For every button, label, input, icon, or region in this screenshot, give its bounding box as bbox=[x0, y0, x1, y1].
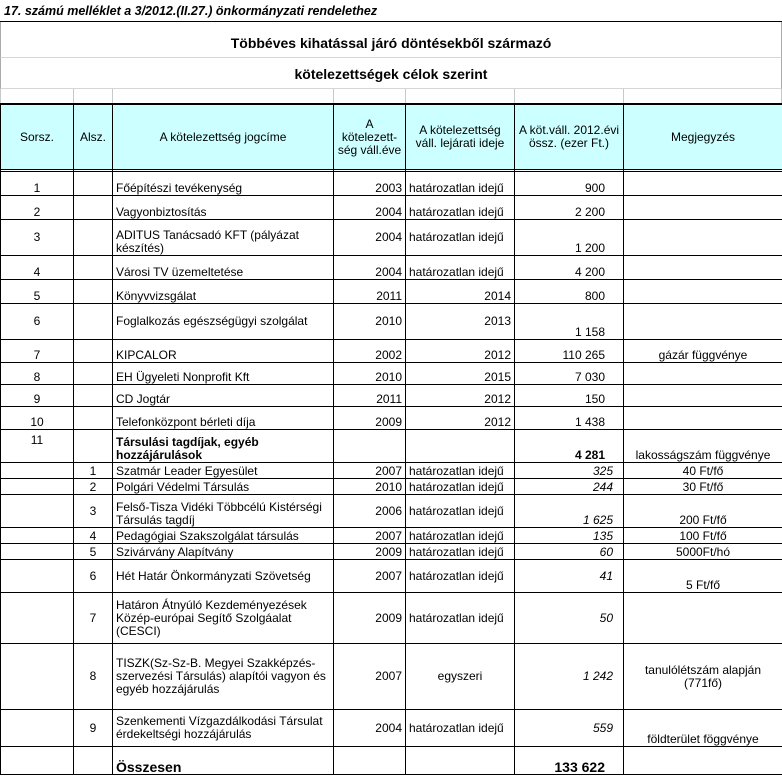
cell-jogcim: Főépítészi tevékenység bbox=[113, 172, 334, 196]
cell-alsz: 3 bbox=[74, 495, 113, 528]
cell-megjegyzes bbox=[624, 385, 782, 407]
cell-jogcim: Pedagógiai Szakszolgálat társulás bbox=[113, 528, 334, 544]
cell-osszeg: 41 bbox=[515, 560, 624, 593]
spacer-row bbox=[0, 89, 782, 104]
cell-megjegyzes: 5 Ft/fő bbox=[624, 560, 782, 593]
cell-alsz: 9 bbox=[74, 710, 113, 747]
cell-osszeg: 559 bbox=[515, 710, 624, 747]
cell-sorsz: 6 bbox=[1, 304, 74, 340]
cell-megjegyzes bbox=[624, 304, 782, 340]
cell-osszeg: 150 bbox=[515, 385, 624, 407]
cell-jogcim: Polgári Védelmi Társulás bbox=[113, 479, 334, 495]
total-label: Összesen bbox=[113, 747, 334, 775]
cell-alsz: 1 bbox=[74, 463, 113, 479]
cell-megjegyzes bbox=[624, 256, 782, 280]
cell-lejarat: határozatlan idejű bbox=[406, 560, 515, 593]
cell-sorsz: 7 bbox=[1, 340, 74, 363]
cell-lejarat: határozatlan idejű bbox=[406, 528, 515, 544]
cell-alsz: 5 bbox=[74, 544, 113, 560]
cell-sorsz: 3 bbox=[1, 220, 74, 256]
sub-row bbox=[1, 528, 782, 544]
cell-megjegyzes: tanulólétszám alapján (771fő) bbox=[624, 644, 782, 710]
cell-osszeg: 2 200 bbox=[515, 196, 624, 220]
cell-osszeg: 325 bbox=[515, 463, 624, 479]
cell-ev: 2002 bbox=[334, 340, 406, 363]
cell-megjegyzes bbox=[624, 407, 782, 430]
cell-lejarat: határozatlan idejű bbox=[406, 196, 515, 220]
sub-row bbox=[1, 593, 782, 644]
cell-ev: 2010 bbox=[334, 363, 406, 385]
cell-alsz bbox=[74, 430, 113, 463]
cell-lejarat: 2015 bbox=[406, 363, 515, 385]
sub-row bbox=[1, 463, 782, 479]
cell-ev: 2004 bbox=[334, 710, 406, 747]
table-row bbox=[1, 340, 782, 363]
commitments-table bbox=[0, 104, 782, 775]
sub-row bbox=[1, 644, 782, 710]
cell-jogcim: Határon Átnyúló Kezdeményezések Közép-európai Segítő Szolgáalat (CESCI) bbox=[113, 593, 334, 644]
cell-lejarat: határozatlan idejű bbox=[406, 172, 515, 196]
cell-alsz: 4 bbox=[74, 528, 113, 544]
table-row bbox=[1, 220, 782, 256]
cell-alsz bbox=[74, 340, 113, 363]
cell-megjegyzes bbox=[624, 172, 782, 196]
cell-ev: 2011 bbox=[334, 280, 406, 304]
cell-lejarat: 2012 bbox=[406, 385, 515, 407]
cell-alsz bbox=[74, 407, 113, 430]
cell-ev: 2004 bbox=[334, 196, 406, 220]
cell-megjegyzes: 5000Ft/hó bbox=[624, 544, 782, 560]
cell-osszeg: 1 625 bbox=[515, 495, 624, 528]
cell-lejarat: 2013 bbox=[406, 304, 515, 340]
cell-alsz bbox=[74, 256, 113, 280]
cell-jogcim: Felső-Tisza Vidéki Többcélú Kistérségi Társulás tagdíj bbox=[113, 495, 334, 528]
header-lejarat: A kötelezettség váll. lejárati ideje bbox=[406, 105, 515, 170]
cell-megjegyzes: gázár függvénye bbox=[624, 340, 782, 363]
cell-osszeg: 800 bbox=[515, 280, 624, 304]
cell-megjegyzes: földterület föggvénye bbox=[624, 710, 782, 747]
cell-sorsz: 8 bbox=[1, 363, 74, 385]
cell-jogcim: CD Jogtár bbox=[113, 385, 334, 407]
cell-sorsz: 1 bbox=[1, 172, 74, 196]
cell-alsz: 7 bbox=[74, 593, 113, 644]
cell-osszeg: 900 bbox=[515, 172, 624, 196]
cell-lejarat: határozatlan idejű bbox=[406, 710, 515, 747]
cell-megjegyzes bbox=[624, 593, 782, 644]
cell-ev: 2009 bbox=[334, 593, 406, 644]
table-row bbox=[1, 256, 782, 280]
cell-megjegyzes: 200 Ft/fő bbox=[624, 495, 782, 528]
cell-lejarat: határozatlan idejű bbox=[406, 463, 515, 479]
cell-alsz bbox=[74, 280, 113, 304]
cell-megjegyzes bbox=[624, 363, 782, 385]
cell-lejarat: 2014 bbox=[406, 280, 515, 304]
header-megjegyzes: Megjegyzés bbox=[624, 105, 782, 170]
cell-jogcim: Foglalkozás egészségügyi szolgálat bbox=[113, 304, 334, 340]
cell-lejarat bbox=[406, 430, 515, 463]
annex-note: 17. számú melléklet a 3/2012.(II.27.) önkormányzati rendelethez bbox=[0, 0, 782, 22]
cell-jogcim: KIPCALOR bbox=[113, 340, 334, 363]
cell-jogcim: Szenkementi Vízgazdálkodási Társulat érdekeltségi hozzájárulás bbox=[113, 710, 334, 747]
table-row bbox=[1, 172, 782, 196]
cell-sorsz: 9 bbox=[1, 385, 74, 407]
cell-jogcim: ADITUS Tanácsadó KFT (pályázat készítés) bbox=[113, 220, 334, 256]
cell-megjegyzes: 40 Ft/fő bbox=[624, 463, 782, 479]
sub-row bbox=[1, 544, 782, 560]
cell-ev: 2007 bbox=[334, 528, 406, 544]
cell-lejarat: határozatlan idejű bbox=[406, 256, 515, 280]
cell-lejarat: határozatlan idejű bbox=[406, 220, 515, 256]
title-line-2: kötelezettségek célok szerint bbox=[0, 58, 782, 89]
cell-ev: 2007 bbox=[334, 560, 406, 593]
cell-jogcim: Könyvvizsgálat bbox=[113, 280, 334, 304]
table-row bbox=[1, 385, 782, 407]
cell-osszeg: 60 bbox=[515, 544, 624, 560]
cell-alsz bbox=[74, 304, 113, 340]
cell-alsz bbox=[74, 196, 113, 220]
cell-ev: 2007 bbox=[334, 644, 406, 710]
cell-osszeg: 1 438 bbox=[515, 407, 624, 430]
sub-row bbox=[1, 479, 782, 495]
table-row bbox=[1, 280, 782, 304]
header-alsz: Alsz. bbox=[74, 105, 113, 170]
cell-ev: 2009 bbox=[334, 544, 406, 560]
sub-row bbox=[1, 560, 782, 593]
cell-alsz bbox=[74, 220, 113, 256]
cell-jogcim: EH Ügyeleti Nonprofit Kft bbox=[113, 363, 334, 385]
sub-row bbox=[1, 495, 782, 528]
cell-ev: 2010 bbox=[334, 479, 406, 495]
cell-jogcim: Hét Határ Önkormányzati Szövetség bbox=[113, 560, 334, 593]
cell-lejarat: egyszeri bbox=[406, 644, 515, 710]
header-osszeg: A köt.váll. 2012.évi össz. (ezer Ft.) bbox=[515, 105, 624, 170]
cell-lejarat: határozatlan idejű bbox=[406, 593, 515, 644]
cell-osszeg: 50 bbox=[515, 593, 624, 644]
cell-alsz bbox=[74, 363, 113, 385]
cell-ev: 2009 bbox=[334, 407, 406, 430]
cell-osszeg: 1 242 bbox=[515, 644, 624, 710]
cell-ev: 2010 bbox=[334, 304, 406, 340]
cell-sorsz: 4 bbox=[1, 256, 74, 280]
cell-alsz: 2 bbox=[74, 479, 113, 495]
cell-lejarat: 2012 bbox=[406, 340, 515, 363]
table-row bbox=[1, 304, 782, 340]
cell-ev: 2004 bbox=[334, 256, 406, 280]
header-row bbox=[1, 105, 782, 170]
cell-alsz: 8 bbox=[74, 644, 113, 710]
cell-jogcim: Vagyonbiztosítás bbox=[113, 196, 334, 220]
cell-sorsz: 10 bbox=[1, 407, 74, 430]
cell-megjegyzes bbox=[624, 196, 782, 220]
cell-osszeg: 135 bbox=[515, 528, 624, 544]
cell-ev: 2007 bbox=[334, 463, 406, 479]
table-row bbox=[1, 407, 782, 430]
cell-jogcim: Szivárvány Alapítvány bbox=[113, 544, 334, 560]
cell-jogcim: Szatmár Leader Egyesület bbox=[113, 463, 334, 479]
total-value: 133 622 bbox=[515, 747, 624, 775]
title-line-1: Többéves kihatással járó döntésekből származó bbox=[0, 22, 782, 58]
cell-megjegyzes: 30 Ft/fő bbox=[624, 479, 782, 495]
cell-megjegyzes bbox=[624, 220, 782, 256]
cell-ev: 2011 bbox=[334, 385, 406, 407]
cell-lejarat: határozatlan idejű bbox=[406, 479, 515, 495]
cell-osszeg: 1 158 bbox=[515, 304, 624, 340]
cell-alsz bbox=[74, 385, 113, 407]
cell-lejarat: 2012 bbox=[406, 407, 515, 430]
header-jogcim: A kötelezettség jogcíme bbox=[113, 105, 334, 170]
cell-jogcim: Városi TV üzemeltetése bbox=[113, 256, 334, 280]
cell-osszeg: 110 265 bbox=[515, 340, 624, 363]
cell-sorsz: 11 bbox=[1, 430, 74, 463]
cell-lejarat: határozatlan idejű bbox=[406, 495, 515, 528]
cell-sorsz: 2 bbox=[1, 196, 74, 220]
cell-osszeg: 4 281 bbox=[515, 430, 624, 463]
cell-osszeg: 244 bbox=[515, 479, 624, 495]
cell-osszeg: 7 030 bbox=[515, 363, 624, 385]
cell-megjegyzes bbox=[624, 280, 782, 304]
total-row bbox=[1, 747, 782, 775]
table-row bbox=[1, 196, 782, 220]
cell-ev: 2006 bbox=[334, 495, 406, 528]
cell-jogcim: Telefonközpont bérleti díja bbox=[113, 407, 334, 430]
cell-osszeg: 1 200 bbox=[515, 220, 624, 256]
cell-ev: 2003 bbox=[334, 172, 406, 196]
cell-lejarat: határozatlan idejű bbox=[406, 544, 515, 560]
header-ev: A kötelezett-ség váll.éve bbox=[334, 105, 406, 170]
cell-megjegyzes: 100 Ft/fő bbox=[624, 528, 782, 544]
cell-alsz: 6 bbox=[74, 560, 113, 593]
cell-megjegyzes: lakosságszám függvénye bbox=[624, 430, 782, 463]
cell-ev bbox=[334, 430, 406, 463]
cell-jogcim: TISZK(Sz-Sz-B. Megyei Szakképzés-szervezési Társulás) alapítói vagyon és egyéb hozzájárulás bbox=[113, 644, 334, 710]
cell-sorsz: 5 bbox=[1, 280, 74, 304]
header-sorsz: Sorsz. bbox=[1, 105, 74, 170]
table-row bbox=[1, 363, 782, 385]
cell-jogcim: Társulási tagdíjak, egyéb hozzájárulások bbox=[113, 430, 334, 463]
cell-alsz bbox=[74, 172, 113, 196]
table-row bbox=[1, 430, 782, 463]
sub-row bbox=[1, 710, 782, 747]
cell-osszeg: 4 200 bbox=[515, 256, 624, 280]
cell-ev: 2004 bbox=[334, 220, 406, 256]
